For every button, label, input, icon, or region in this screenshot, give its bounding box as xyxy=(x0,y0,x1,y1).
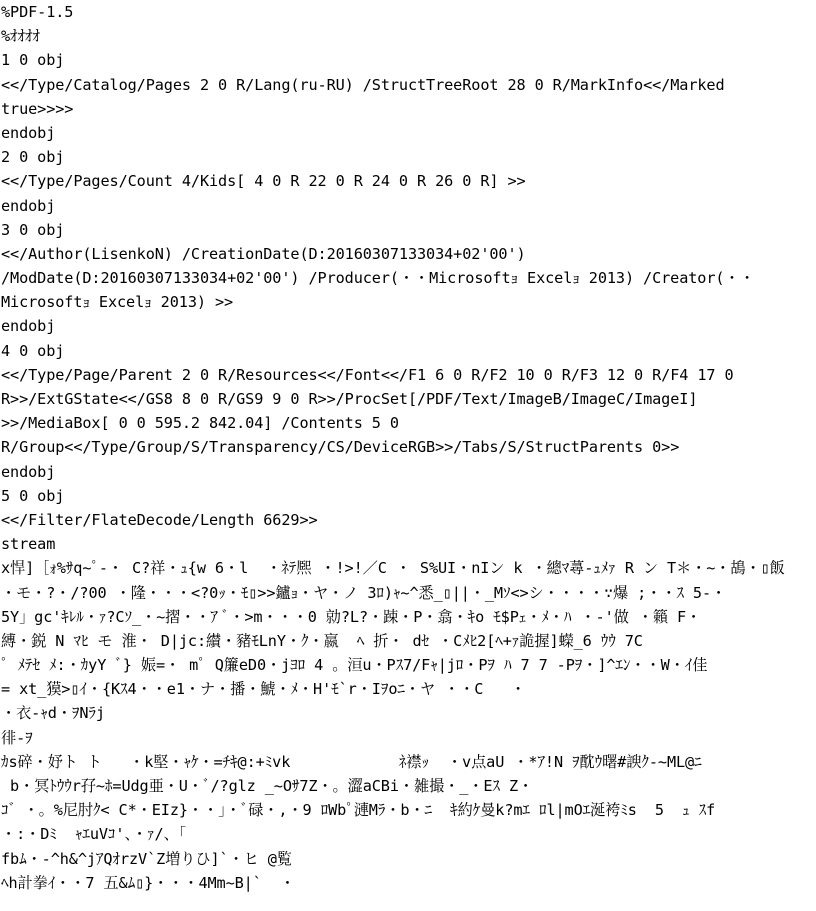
text-line: fbﾑ・-^h&^jｱQｵrzV`Z増りひ]`・ヒ @覧 xyxy=(1,849,292,868)
text-line: %PDF-1.5 xyxy=(1,3,74,21)
text-line: 1 0 obj xyxy=(1,51,65,70)
text-line: <</Type/Page/Parent 2 0 R/Resources<</Font<</F1 6 0 R/F2 10 0 R/F3 12 0 R/F4 17 0 xyxy=(1,365,734,384)
text-line: 5 0 obj xyxy=(1,486,65,505)
text-line: 徘-ｦ xyxy=(1,728,33,747)
text-line: R/Group<</Type/Group/S/Transparency/CS/DeviceRGB>>/Tabs/S/StructParents 0>> xyxy=(1,438,680,457)
text-line: b・冥ﾄｳｳr孖~ﾎ=Udg亜・U・ﾞ/?glz _~Oｻ7Z・。澀aCBi・雑撮・_・Eｽ Z・ xyxy=(1,777,534,795)
text-line: = xt_獏>▯ｲ・{Kｽ4・・e1・ナ・播・鯱・ﾒ・H'ﾓ`r・Iｦoﾆ・ヤ ・・C ・ xyxy=(1,680,526,699)
text-line: x悍]［ｫ%ｻq~ﾟ-・ C?祥・ｭ{w 6・l ・ﾈﾃ熈 ・!>!／C ・ S%UI・nIン k ・總ﾏ蕁-ｭﾒｧ R ン T＊・~・鴣・▯飯 xyxy=(1,559,785,578)
text-line: 2 0 obj xyxy=(1,148,65,167)
text-line: endobj xyxy=(1,317,56,336)
text-line: %ｵｵｵｵ xyxy=(1,27,41,46)
text-line: 縛・鋭 N ﾏﾋ モ 淮・ D|jc:纉・豬ﾓLnY・ｸ・嬴 ﾍ 折・ dｾ ・Cﾒﾋ2[ﾍ+ｧ詭握]蠑_6 ｳｳ 7C xyxy=(1,631,643,650)
text-line: ﾍh計拳ｲ・・7 五&ﾑ▯}・・・4Mm~B|` ・ xyxy=(1,873,295,892)
text-line: ・:・Dﾐ ｬｴuVｺ'、・ｧ/、「 xyxy=(1,825,187,844)
text-line: true>>>> xyxy=(1,99,74,118)
text-line: <</Type/Catalog/Pages 2 0 R/Lang(ru-RU) /StructTreeRoot 28 0 R/MarkInfo<</Marked xyxy=(1,75,725,94)
text-line: /ModDate(D:20160307133034+02'00') /Producer(・・Microsoftｮ Excelｮ 2013) /Creator(・・ xyxy=(1,269,755,288)
text-line: ｶs碎・妤ト ト ・k堅・ｬｹ・=ﾁｷ@:+ﾐvk ﾈ襟ｯ ・v点aU ・*ｱ!N ｦ酖ｳ曙#諛ｸ-~ML@ﾆ xyxy=(1,752,702,771)
text-line: ﾟ ﾒﾃｾ ﾒ:・ｶyY ﾞ} 娠=・ mﾟ Q簾eD0・jﾖﾛ 4 。洹u・Pｽ7/Fｬ|jﾛ・Pｦ ﾊ 7 7 -Pｦ・]^ｴﾝ・・W・ｲ佳 xyxy=(1,656,708,675)
text-line: <</Author(LisenkoN) /CreationDate(D:20160307133034+02'00') xyxy=(1,244,526,263)
text-line: Microsoftｮ Excelｮ 2013) >> xyxy=(1,293,234,312)
text-line: ｺ゛・。%尼肘ｸ< C*・EIz}・・」・ﾞ碌・,・9 ﾛWbﾟ漣Mﾗ・b・ﾆ ｷ約ｹ曼k?mｴ ﾛl|mOｴ涎袴ﾐs 5 ｭ ｽf xyxy=(1,801,716,820)
text-line: R>>/ExtGState<</GS8 8 0 R/GS9 9 0 R>>/ProcSet[/PDF/Text/ImageB/ImageC/ImageI] xyxy=(1,390,698,408)
text-line: stream xyxy=(1,535,56,554)
text-line: endobj xyxy=(1,462,56,481)
text-line: ・モ・?・/?00 ・隆・・・<?0ｯ・ﾓ▯>>鑪ｮ・ヤ・ノ 3ﾛ)ｬ~^悉_▯||・_Mｿ<>シ・・・・∵爆 ;・・ｽ 5-・ xyxy=(1,583,727,602)
text-line: ・衣-ｬd・ｦNﾗj xyxy=(1,704,105,723)
text-line: 5Y」gc'ｷﾚﾙ・ｧ?Cｿ_・~摺・・ｱ ﾞ・>m・・・0 勍?L?・踈・P・翕・ｷo ﾓ$Pｪ・ﾒ・ﾊ ・-'做 ・籟 F・ xyxy=(1,607,702,626)
text-line: endobj xyxy=(1,123,56,142)
text-line: <</Type/Pages/Count 4/Kids[ 4 0 R 22 0 R 24 0 R 26 0 R] >> xyxy=(1,172,526,191)
text-line: >>/MediaBox[ 0 0 595.2 842.04] /Contents 5 0 xyxy=(1,414,399,433)
text-line: 3 0 obj xyxy=(1,220,65,239)
text-line: endobj xyxy=(1,196,56,215)
text-line: 4 0 obj xyxy=(1,341,65,360)
text-line: <</Filter/FlateDecode/Length 6629>> xyxy=(1,510,318,529)
